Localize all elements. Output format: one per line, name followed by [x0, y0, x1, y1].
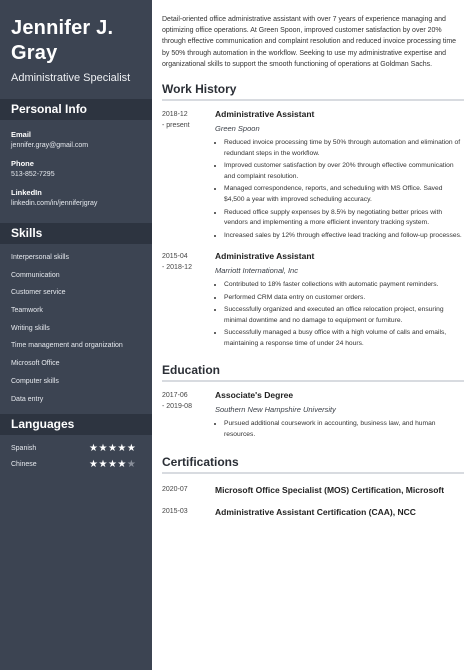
- skills-heading: Skills: [0, 223, 152, 244]
- language-row: [11, 440, 152, 456]
- summary-text: Detail-oriented office administrative assistant with over 7 years of experience managing and optimizing office operations. At Green Spoon, improved customer satisfaction by over 20% through effective communication and complaint resolution and reduced invoice processing time by 50% through automation in the workflow. Seeking to use my administrative expertise and organizational skills to support the smooth functioning of operations at Goldman Sachs.: [162, 16, 457, 68]
- education-bullets: [215, 419, 464, 441]
- certification-title: Administrative Assistant Certification (CAA), NCC: [215, 506, 416, 517]
- star-filled-icon: ★: [98, 442, 108, 454]
- star-filled-icon: ★: [107, 442, 118, 454]
- languages-heading: Languages: [0, 414, 152, 435]
- skill-item: Data entry: [11, 395, 44, 403]
- job-dates: 2015-04 - 2018-12: [162, 253, 192, 272]
- job-dates: 2018-12 - present: [162, 111, 190, 130]
- certification-entry: [162, 506, 464, 518]
- education-dates: 2017-06 - 2019-08: [162, 392, 192, 411]
- job-bullet: • Successfully organized and executed an office relocation project, ensuring minimal downtime and no damage to equipment or furniture.: [224, 305, 464, 327]
- first-name: Jennifer J.: [11, 17, 114, 39]
- skill-item: Computer skills: [11, 377, 59, 385]
- job-entry: [162, 251, 464, 351]
- star-empty-icon: ★: [126, 458, 137, 470]
- star-filled-icon: ★: [98, 458, 108, 470]
- job-bullet: • Improved customer satisfaction by over 20% through effective communication and complaint resolution.: [224, 161, 464, 183]
- job-bullets: [215, 138, 464, 242]
- job-title: Administrative Assistant: [215, 251, 315, 262]
- work-history-heading: Work History: [162, 82, 464, 101]
- job-entry: [162, 109, 464, 243]
- phone-label: Phone: [11, 159, 34, 168]
- education-bullet: • Pursued additional coursework in accounting, business law, and human resources.: [224, 419, 464, 441]
- star-filled-icon: ★: [89, 458, 99, 470]
- language-rating-stars: [89, 459, 136, 470]
- job-bullet: • Reduced invoice processing time by 50% through automation and elimination of redundant steps in the workflow.: [224, 138, 464, 160]
- skills-list: [0, 249, 152, 408]
- certification-title: Microsoft Office Specialist (MOS) Certification, Microsoft: [215, 484, 445, 495]
- certification-date: 2015-03: [162, 507, 188, 515]
- school-name: Southern New Hampshire University: [215, 405, 336, 415]
- skill-item: Writing skills: [11, 324, 50, 332]
- education-heading: Education: [162, 363, 464, 382]
- language-row: [11, 456, 152, 472]
- personal-info-heading: Personal Info: [0, 99, 152, 120]
- skill-item: Interpersonal skills: [11, 254, 69, 261]
- phone-value: 513-852-7295: [11, 171, 55, 178]
- job-bullet: • Managed correspondence, reports, and scheduling with MS Office. Saved $4,500 a year with improved scheduling accuracy.: [224, 184, 464, 206]
- job-role: Administrative Specialist: [11, 72, 131, 84]
- language-rating-stars: [89, 443, 136, 454]
- sidebar: [0, 0, 152, 670]
- job-bullets: [215, 280, 464, 350]
- skill-item: Customer service: [11, 289, 66, 297]
- languages-list: [0, 440, 152, 472]
- certification-entry: [162, 484, 464, 496]
- skill-item: Microsoft Office: [11, 360, 60, 368]
- star-filled-icon: ★: [89, 442, 99, 454]
- degree-title: Associate's Degree: [215, 390, 294, 401]
- skill-item: Time management and organization: [11, 342, 123, 350]
- linkedin-value: linkedin.com/in/jenniferjgray: [11, 200, 98, 207]
- language-name: Spanish: [11, 444, 37, 452]
- full-name: [11, 16, 152, 66]
- job-bullet: • Successfully managed a busy office with a high volume of calls and emails, maintaining a response time of under 24 hours.: [224, 328, 464, 350]
- certification-date: 2020-07: [162, 485, 188, 493]
- star-filled-icon: ★: [117, 458, 127, 470]
- language-name: Chinese: [11, 460, 37, 468]
- email-value: jennifer.gray@gmail.com: [11, 142, 89, 149]
- star-filled-icon: ★: [117, 442, 127, 454]
- email-label: Email: [11, 130, 32, 139]
- education-entry: [162, 390, 464, 442]
- star-filled-icon: ★: [107, 458, 118, 470]
- job-bullet: • Contributed to 18% faster collections with automatic payment reminders.: [224, 280, 464, 291]
- company-name: Marriott International, Inc: [215, 266, 298, 276]
- job-title: Administrative Assistant: [215, 109, 315, 120]
- star-filled-icon: ★: [126, 442, 137, 454]
- job-bullet: • Performed CRM data entry on customer orders.: [224, 293, 464, 304]
- skill-item: Teamwork: [11, 307, 43, 315]
- last-name: Gray: [11, 42, 58, 64]
- linkedin-label: LinkedIn: [11, 188, 42, 197]
- skill-item: Communication: [11, 271, 60, 279]
- certifications-heading: Certifications: [162, 455, 464, 474]
- company-name: Green Spoon: [215, 124, 260, 134]
- main-content: [152, 0, 474, 670]
- job-bullet: • Reduced office supply expenses by 8.5% by negotiating better prices with vendors and implementing a more efficient inventory tracking system.: [224, 208, 464, 230]
- job-bullet: • Increased sales by 12% through effective lead tracking and follow-up processes.: [224, 231, 464, 242]
